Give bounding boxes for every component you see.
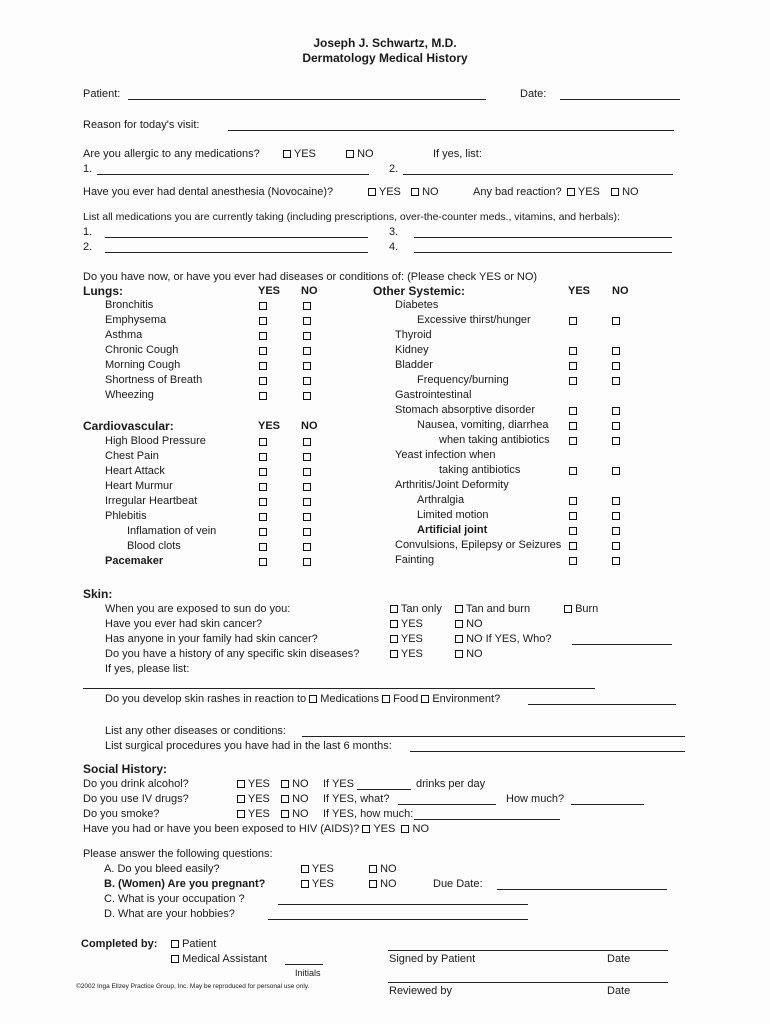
lungs-item-label: Shortness of Breath: [105, 374, 203, 386]
lungs-item-no-checkbox[interactable]: [303, 362, 311, 370]
burn-label: Burn: [575, 603, 599, 615]
family-cancer-no-checkbox[interactable]: [455, 635, 463, 643]
completed-patient-option[interactable]: [171, 938, 216, 951]
cardio-item-label: Blood clots: [127, 540, 181, 552]
tan-burn-checkbox[interactable]: [455, 605, 463, 613]
lungs-item-yes-checkbox[interactable]: [259, 332, 267, 340]
other-item-label: Gastrointestinal: [395, 389, 472, 401]
cardio-heading: Cardiovascular:: [83, 419, 174, 433]
other-item-label: Convulsions, Epilepsy or Seizures: [395, 539, 562, 551]
iv-question: Do you use IV drugs?: [83, 793, 189, 805]
completed-assistant-checkbox[interactable]: [171, 955, 179, 963]
allergy-yes-checkbox[interactable]: [283, 150, 291, 158]
other-item-label: Thyroid: [395, 329, 432, 341]
patient-field[interactable]: [128, 99, 486, 100]
alcohol-yes-checkbox[interactable]: [237, 780, 245, 788]
dental-question: Have you ever had dental anesthesia (Novocaine)?: [83, 186, 334, 198]
lungs-no-header: NO: [301, 285, 318, 297]
cardio-item-label: High Blood Pressure: [105, 435, 206, 447]
pregnant-no-label: NO: [380, 878, 397, 890]
other-item-no-checkbox[interactable]: [612, 512, 620, 520]
other-item-label: Kidney: [395, 344, 429, 356]
skin-disease-field[interactable]: [83, 688, 595, 689]
pregnant-question: B. (Women) Are you pregnant?: [104, 878, 266, 890]
smoke-no-checkbox[interactable]: [281, 810, 289, 818]
pregnant-yes-checkbox[interactable]: [301, 880, 309, 888]
other-item-label: taking antibiotics: [439, 464, 521, 476]
skin-disease-yes-checkbox[interactable]: [390, 650, 398, 658]
other-item-label: Excessive thirst/hunger: [417, 314, 531, 326]
iv-yes-checkbox[interactable]: [237, 795, 245, 803]
bleed-yes[interactable]: [301, 863, 334, 876]
cardio-item-label: Chest Pain: [105, 450, 159, 462]
tan-burn-label: Tan and burn: [465, 603, 531, 615]
skin-heading: Skin:: [83, 587, 113, 601]
burn-option[interactable]: [564, 603, 598, 616]
hiv-yes-checkbox[interactable]: [362, 825, 370, 833]
rash-question[interactable]: [105, 693, 500, 706]
lungs-item-no-checkbox[interactable]: [303, 317, 311, 325]
hobbies-question: D. What are your hobbies?: [104, 908, 235, 920]
cardio-item-yes-checkbox[interactable]: [259, 498, 267, 506]
cardio-item-no-checkbox[interactable]: [303, 513, 311, 521]
occupation-question: C. What is your occupation ?: [104, 893, 245, 905]
lungs-item-label: Bronchitis: [105, 299, 154, 311]
other-item-yes-checkbox[interactable]: [569, 347, 577, 355]
other-item-label: Nausea, vomiting, diarrhea: [417, 419, 549, 431]
reviewed-line[interactable]: [388, 982, 668, 983]
other-item-label: when taking antibiotics: [439, 434, 550, 446]
alcohol-no-checkbox[interactable]: [281, 780, 289, 788]
occupation-field[interactable]: [278, 904, 528, 905]
signed-by-label: Signed by Patient: [389, 953, 476, 965]
alcohol-no-label: NO: [292, 778, 309, 790]
other-item-yes-checkbox[interactable]: [569, 512, 577, 520]
completed-by-label: Completed by:: [81, 938, 158, 950]
family-who-field[interactable]: [572, 644, 672, 645]
other-item-label: Limited motion: [417, 509, 489, 521]
allergy-no-checkbox[interactable]: [346, 150, 354, 158]
reaction-yes[interactable]: [567, 186, 600, 199]
alcohol-question: Do you drink alcohol?: [83, 778, 189, 790]
bleed-no-checkbox[interactable]: [369, 865, 377, 873]
initials-label: Initials: [295, 968, 321, 978]
lungs-item-no-checkbox[interactable]: [303, 377, 311, 385]
smoke-question: Do you smoke?: [83, 808, 160, 820]
skin-disease-yes-label: YES: [400, 648, 423, 660]
med-num-1: 1.: [83, 226, 93, 238]
lungs-yes-header: YES: [258, 285, 281, 297]
copyright-notice: ©2002 Inga Ellzey Practice Group, Inc. May be reproduced for personal use only.: [76, 983, 310, 990]
dental-no-label: NO: [422, 186, 439, 198]
lungs-item-label: Wheezing: [105, 389, 154, 401]
completed-assistant-label: Medical Assistant: [182, 953, 268, 965]
smoke-yes-label: YES: [247, 808, 270, 820]
family-cancer-no[interactable]: [455, 633, 551, 646]
other-item-label: Bladder: [395, 359, 433, 371]
other-item-label: Stomach absorptive disorder: [395, 404, 536, 416]
other-item-label: Fainting: [395, 554, 435, 566]
reaction-yes-checkbox[interactable]: [567, 188, 575, 196]
other-item-no-checkbox[interactable]: [612, 527, 620, 535]
other-item-yes-checkbox[interactable]: [569, 362, 577, 370]
other-item-yes-checkbox[interactable]: [569, 317, 577, 325]
skin-cancer-yes[interactable]: [390, 618, 423, 631]
other-item-no-checkbox[interactable]: [612, 317, 620, 325]
other-diseases-label: List any other diseases or conditions:: [105, 725, 286, 737]
reason-label: Reason for today's visit:: [83, 119, 200, 131]
other-item-no-checkbox[interactable]: [612, 497, 620, 505]
surgical-label: List surgical procedures you have had in the last 6 months:: [105, 740, 392, 752]
bleed-yes-label: YES: [311, 863, 334, 875]
cardio-item-yes-checkbox[interactable]: [259, 513, 267, 521]
cardio-item-no-checkbox[interactable]: [303, 483, 311, 491]
cardio-item-label: Heart Attack: [105, 465, 165, 477]
family-cancer-yes-checkbox[interactable]: [390, 635, 398, 643]
other-item-yes-checkbox[interactable]: [569, 467, 577, 475]
lungs-item-no-checkbox[interactable]: [303, 392, 311, 400]
other-item-no-checkbox[interactable]: [612, 377, 620, 385]
family-cancer-yes-label: YES: [400, 633, 423, 645]
lungs-item-yes-checkbox[interactable]: [259, 377, 267, 385]
cardio-item-yes-checkbox[interactable]: [259, 468, 267, 476]
skin-cancer-question: Have you ever had skin cancer?: [105, 618, 263, 630]
initials-field[interactable]: [285, 964, 323, 965]
other-item-no-checkbox[interactable]: [612, 407, 620, 415]
other-item-no-checkbox[interactable]: [612, 347, 620, 355]
rash-medications-checkbox[interactable]: [309, 695, 317, 703]
cardio-item-yes-checkbox[interactable]: [259, 528, 267, 536]
other-item-no-checkbox[interactable]: [612, 422, 620, 430]
other-no-header: NO: [612, 285, 629, 297]
drinks-per-day-label: drinks per day: [416, 778, 486, 790]
dental-yes-label: YES: [378, 186, 401, 198]
form-title: Dermatology Medical History: [302, 51, 468, 65]
how-much-label: How much?: [506, 793, 565, 805]
lungs-item-label: Emphysema: [105, 314, 167, 326]
other-item-no-checkbox[interactable]: [612, 557, 620, 565]
completed-assistant-option[interactable]: [171, 953, 267, 966]
smoke-field[interactable]: [414, 819, 560, 820]
allergy-yes[interactable]: [283, 148, 316, 161]
lungs-item-yes-checkbox[interactable]: [259, 362, 267, 370]
reaction-no[interactable]: [611, 186, 639, 199]
lungs-item-yes-checkbox[interactable]: [259, 392, 267, 400]
cardio-item-yes-checkbox[interactable]: [259, 483, 267, 491]
other-item-no-checkbox[interactable]: [612, 542, 620, 550]
other-item-label: Artificial joint: [417, 524, 488, 536]
other-item-label: Arthralgia: [417, 494, 465, 506]
reaction-no-checkbox[interactable]: [611, 188, 619, 196]
hiv-question-text: Have you had or have you been exposed to HIV (AIDS)?: [83, 823, 360, 835]
alcohol-yes-label: YES: [247, 778, 270, 790]
skin-disease-question: Do you have a history of any specific skin diseases?: [105, 648, 360, 660]
skin-disease-no[interactable]: [455, 648, 483, 661]
allergy-no[interactable]: [346, 148, 374, 161]
cardio-item-label: Heart Murmur: [105, 480, 173, 492]
bleed-no[interactable]: [369, 863, 397, 876]
pregnant-no[interactable]: [369, 878, 397, 891]
hiv-no-label: NO: [412, 823, 430, 835]
bleed-question: A. Do you bleed easily?: [104, 863, 220, 875]
family-cancer-question: Has anyone in your family had skin cancer?: [105, 633, 318, 645]
other-item-label: Diabetes: [395, 299, 439, 311]
cardio-item-no-checkbox[interactable]: [303, 468, 311, 476]
surgical-field[interactable]: [410, 751, 685, 752]
signature-line[interactable]: [388, 950, 668, 951]
other-diseases-field[interactable]: [302, 736, 685, 737]
iv-no-checkbox[interactable]: [281, 795, 289, 803]
other-item-label: Yeast infection when: [395, 449, 496, 461]
other-item-no-checkbox[interactable]: [612, 362, 620, 370]
iv-yes[interactable]: [237, 793, 270, 806]
cardio-item-yes-checkbox[interactable]: [259, 453, 267, 461]
other-item-yes-checkbox[interactable]: [569, 527, 577, 535]
cardio-item-no-checkbox[interactable]: [303, 498, 311, 506]
iv-no[interactable]: [281, 793, 309, 806]
dental-no[interactable]: [411, 186, 439, 199]
skin-cancer-no[interactable]: [455, 618, 483, 631]
other-item-yes-checkbox[interactable]: [569, 557, 577, 565]
dental-yes-checkbox[interactable]: [368, 188, 376, 196]
iv-what-field[interactable]: [398, 804, 496, 805]
rash-environment-label: Environment?: [432, 693, 501, 705]
skin-cancer-yes-label: YES: [400, 618, 423, 630]
skin-disease-no-checkbox[interactable]: [455, 650, 463, 658]
reaction-yes-label: YES: [577, 186, 600, 198]
skin-disease-yes[interactable]: [390, 648, 423, 661]
how-much-field[interactable]: [571, 804, 644, 805]
skin-disease-list-label: If yes, please list:: [105, 663, 190, 675]
cardio-item-no-checkbox[interactable]: [303, 558, 311, 566]
cardio-item-no-checkbox[interactable]: [303, 453, 311, 461]
reason-field[interactable]: [228, 130, 674, 131]
other-item-yes-checkbox[interactable]: [569, 437, 577, 445]
med-field-2[interactable]: [105, 252, 368, 253]
med-field-4[interactable]: [414, 252, 672, 253]
drinks-field[interactable]: [357, 789, 411, 790]
med-num-3: 3.: [389, 226, 399, 238]
completed-patient-checkbox[interactable]: [171, 940, 179, 948]
lungs-item-no-checkbox[interactable]: [303, 302, 311, 310]
rash-question-text: Do you develop skin rashes in reaction to: [105, 693, 307, 705]
family-cancer-no-label: NO: [466, 633, 483, 645]
tan-burn-option[interactable]: [455, 603, 530, 616]
patient-label: Patient:: [83, 88, 121, 100]
allergy-yes-label: YES: [293, 148, 316, 160]
lungs-item-yes-checkbox[interactable]: [259, 302, 267, 310]
other-item-yes-checkbox[interactable]: [569, 422, 577, 430]
alcohol-no[interactable]: [281, 778, 309, 791]
cardio-item-label: Pacemaker: [105, 555, 164, 567]
smoke-no[interactable]: [281, 808, 309, 821]
date-label: Date:: [520, 88, 547, 100]
family-cancer-yes[interactable]: [390, 633, 423, 646]
lungs-item-label: Morning Cough: [105, 359, 181, 371]
cardio-item-yes-checkbox[interactable]: [259, 558, 267, 566]
lungs-item-yes-checkbox[interactable]: [259, 347, 267, 355]
smoke-yes-checkbox[interactable]: [237, 810, 245, 818]
other-item-label: Frequency/burning: [417, 374, 509, 386]
allergy-num-1: 1.: [83, 163, 93, 175]
iv-what-label: If YES, what?: [323, 793, 390, 805]
cardio-item-yes-checkbox[interactable]: [259, 543, 267, 551]
rash-environment-checkbox[interactable]: [421, 695, 429, 703]
med-field-1[interactable]: [105, 237, 368, 238]
hiv-yes-label: YES: [373, 823, 396, 835]
signed-date-label: Date: [607, 953, 631, 965]
burn-checkbox[interactable]: [564, 605, 572, 613]
lungs-item-no-checkbox[interactable]: [303, 347, 311, 355]
skin-cancer-no-label: NO: [466, 618, 483, 630]
cardio-item-yes-checkbox[interactable]: [259, 438, 267, 446]
smoke-yes[interactable]: [237, 808, 270, 821]
cardio-item-label: Inflamation of vein: [127, 525, 217, 537]
medications-question: List all medications you are currently taking (including prescriptions, over-the-counter meds., vitamins, and herbals):: [83, 211, 620, 223]
rash-food-label: Food: [393, 693, 419, 705]
hobbies-field[interactable]: [268, 919, 528, 920]
iv-no-label: NO: [292, 793, 309, 805]
lungs-item-label: Chronic Cough: [105, 344, 179, 356]
hiv-question[interactable]: [83, 823, 429, 836]
skin-cancer-no-checkbox[interactable]: [455, 620, 463, 628]
completed-patient-label: Patient: [182, 938, 217, 950]
tan-only-label: Tan only: [400, 603, 442, 615]
rash-field[interactable]: [528, 704, 676, 705]
cardio-item-no-checkbox[interactable]: [303, 528, 311, 536]
allergy-no-label: NO: [357, 148, 374, 160]
cardio-item-no-checkbox[interactable]: [303, 438, 311, 446]
smoke-how-much-label: If YES, how much:: [323, 808, 414, 820]
date-field[interactable]: [560, 99, 680, 100]
hiv-no-checkbox[interactable]: [401, 825, 409, 833]
pregnant-no-checkbox[interactable]: [369, 880, 377, 888]
allergy-question: Are you allergic to any medications?: [83, 148, 260, 160]
sun-question: When you are exposed to sun do you:: [105, 603, 291, 615]
reviewed-date-label: Date: [607, 985, 631, 997]
smoke-no-label: NO: [292, 808, 309, 820]
cardio-item-label: Phlebitis: [105, 510, 147, 522]
if-yes-who-label: If YES, Who?: [485, 633, 552, 645]
due-date-label: Due Date:: [433, 878, 483, 890]
allergy-field-2[interactable]: [403, 174, 673, 175]
lungs-item-label: Asthma: [105, 329, 143, 341]
other-item-yes-checkbox[interactable]: [569, 407, 577, 415]
dental-no-checkbox[interactable]: [411, 188, 419, 196]
allergy-field-1[interactable]: [97, 174, 369, 175]
other-heading: Other Systemic:: [373, 284, 466, 298]
lungs-item-no-checkbox[interactable]: [303, 332, 311, 340]
tan-only-option[interactable]: [390, 603, 442, 616]
cardio-no-header: NO: [301, 420, 318, 432]
due-date-field[interactable]: [497, 889, 667, 890]
iv-yes-label: YES: [247, 793, 270, 805]
bleed-yes-checkbox[interactable]: [301, 865, 309, 873]
bleed-no-label: NO: [380, 863, 397, 875]
reviewed-by-label: Reviewed by: [389, 985, 452, 997]
other-item-yes-checkbox[interactable]: [569, 542, 577, 550]
social-heading: Social History:: [83, 762, 168, 776]
reaction-no-label: NO: [622, 186, 639, 198]
med-field-3[interactable]: [414, 237, 672, 238]
questions-intro: Please answer the following questions:: [83, 848, 273, 860]
med-num-2: 2.: [83, 241, 93, 253]
tan-only-checkbox[interactable]: [390, 605, 398, 613]
skin-cancer-yes-checkbox[interactable]: [390, 620, 398, 628]
lungs-item-yes-checkbox[interactable]: [259, 317, 267, 325]
alcohol-if-yes: If YES: [323, 778, 354, 790]
doctor-name: Joseph J. Schwartz, M.D.: [313, 36, 457, 50]
other-item-label: Arthritis/Joint Deformity: [395, 479, 509, 491]
conditions-question: Do you have now, or have you ever had diseases or conditions of: (Please check YES or NO): [83, 271, 538, 283]
cardio-item-no-checkbox[interactable]: [303, 543, 311, 551]
bad-reaction-question: Any bad reaction?: [473, 186, 562, 198]
other-yes-header: YES: [568, 285, 591, 297]
allergy-num-2: 2.: [389, 163, 399, 175]
med-num-4: 4.: [389, 241, 399, 253]
rash-food-checkbox[interactable]: [382, 695, 390, 703]
lungs-heading: Lungs:: [83, 284, 123, 298]
rash-medications-label: Medications: [320, 693, 379, 705]
other-item-no-checkbox[interactable]: [612, 437, 620, 445]
skin-disease-no-label: NO: [466, 648, 483, 660]
other-item-yes-checkbox[interactable]: [569, 377, 577, 385]
alcohol-yes[interactable]: [237, 778, 270, 791]
dental-yes[interactable]: [368, 186, 401, 199]
if-yes-list-label: If yes, list:: [433, 148, 482, 160]
other-item-yes-checkbox[interactable]: [569, 497, 577, 505]
cardio-yes-header: YES: [258, 420, 281, 432]
pregnant-yes-label: YES: [311, 878, 334, 890]
pregnant-yes[interactable]: [301, 878, 334, 891]
cardio-item-label: Irregular Heartbeat: [105, 495, 198, 507]
other-item-no-checkbox[interactable]: [612, 467, 620, 475]
